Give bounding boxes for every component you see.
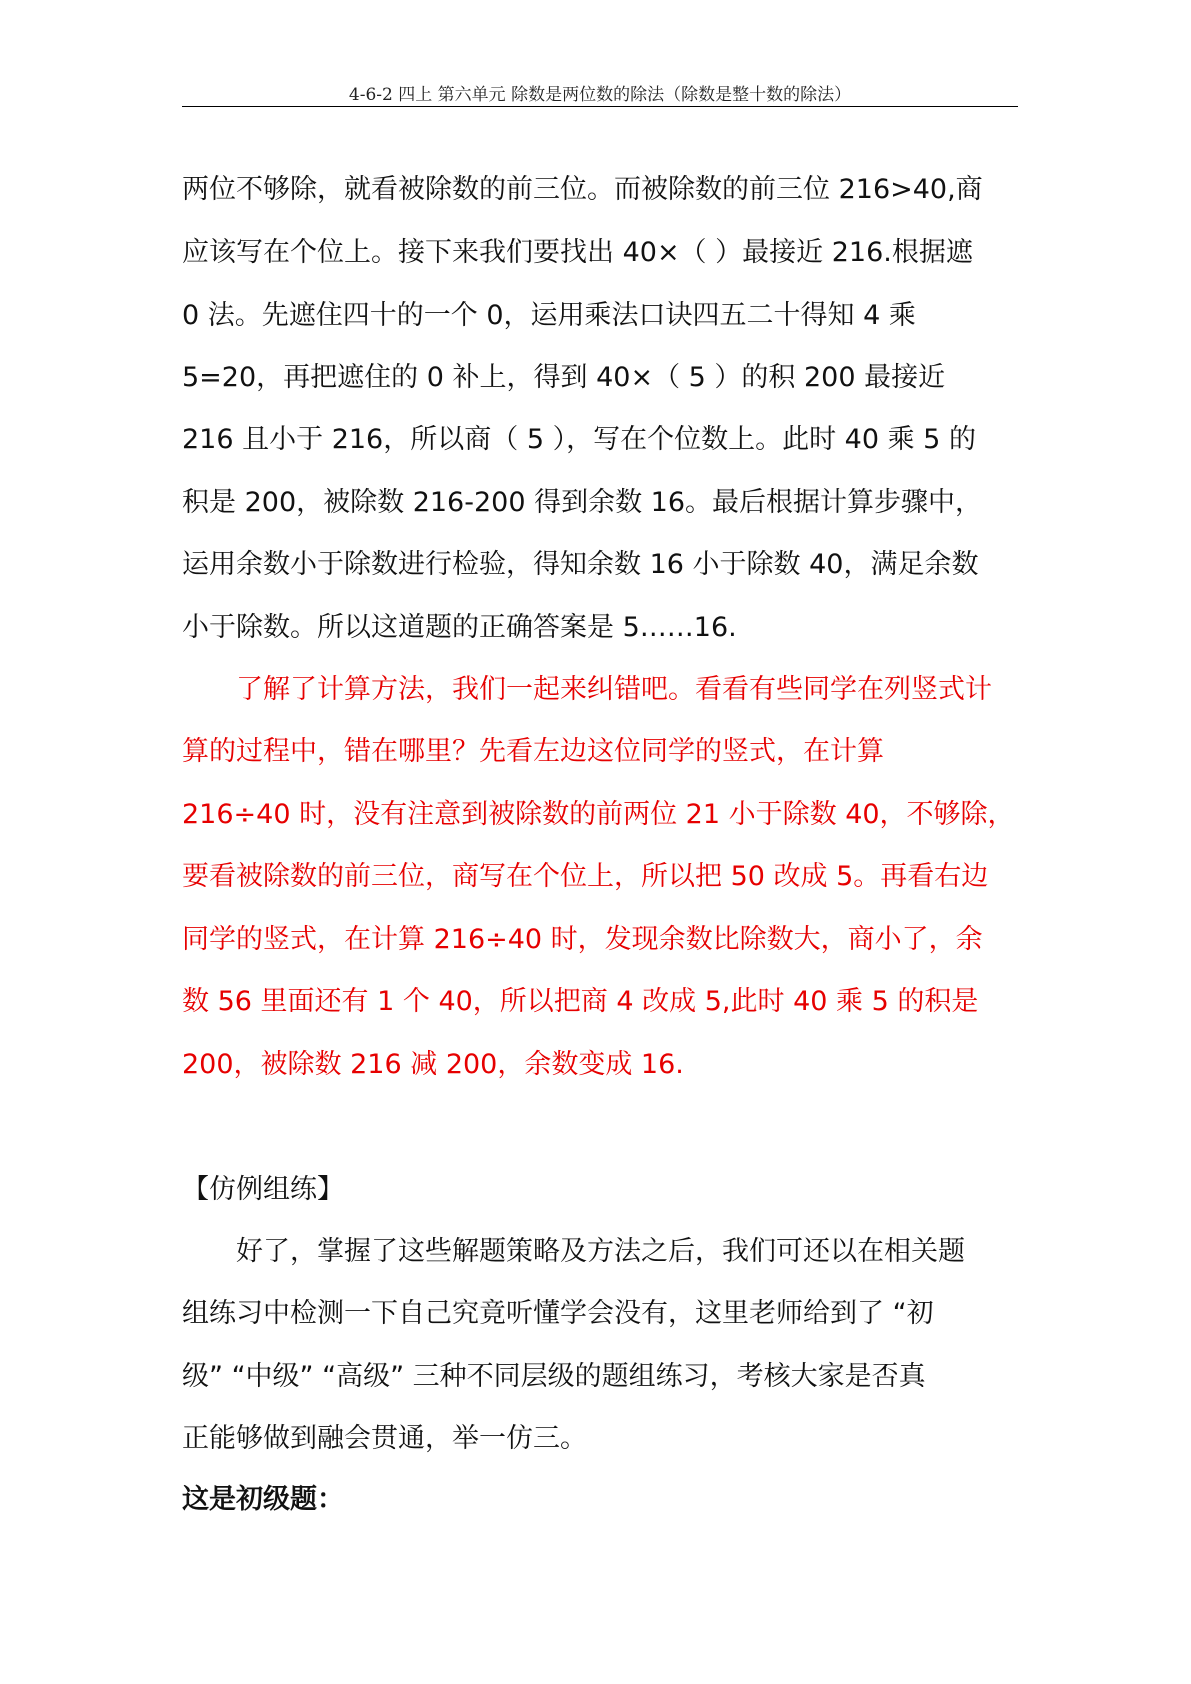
highlight-line: 216÷40 时，没有注意到被除数的前两位 21 小于除数 40，不够除，: [182, 799, 1015, 830]
highlight-line: 算的过程中，错在哪里？先看左边这位同学的竖式，在计算: [182, 736, 884, 767]
highlight-line: 同学的竖式，在计算 216÷40 时，发现余数比除数大，商小了，余: [182, 924, 983, 955]
section-line: 好了，掌握了这些解题策略及方法之后，我们可还以在相关题: [236, 1236, 965, 1267]
section-line: 级” “中级” “高级” 三种不同层级的题组练习，考核大家是否真: [182, 1361, 926, 1392]
highlight-line: 要看被除数的前三位，商写在个位上，所以把 50 改成 5。再看右边: [182, 861, 989, 892]
paragraph-line: 小于除数。所以这道题的正确答案是 5……16.: [182, 612, 737, 643]
paragraph-line: 216 且小于 216，所以商（ 5 ），写在个位数上。此时 40 乘 5 的: [182, 424, 976, 455]
section-line: 正能够做到融会贯通，举一仿三。: [182, 1423, 587, 1454]
paragraph-line: 0 法。先遮住四十的一个 0，运用乘法口诀四五二十得知 4 乘: [182, 300, 916, 331]
paragraph-line: 应该写在个位上。接下来我们要找出 40×（ ）最接近 216.根据遮: [182, 237, 973, 268]
highlight-line: 了解了计算方法，我们一起来纠错吧。看看有些同学在列竖式计: [236, 674, 992, 705]
subheading: 这是初级题：: [182, 1484, 344, 1515]
paragraph-line: 运用余数小于除数进行检验，得知余数 16 小于除数 40，满足余数: [182, 549, 979, 580]
section-line: 组练习中检测一下自己究竟听懂学会没有，这里老师给到了 “初: [182, 1298, 934, 1329]
highlight-line: 数 56 里面还有 1 个 40，所以把商 4 改成 5,此时 40 乘 5 的积是: [182, 986, 979, 1017]
paragraph-line: 两位不够除，就看被除数的前三位。而被除数的前三位 216>40,商: [182, 174, 983, 205]
paragraph-line: 积是 200，被除数 216-200 得到余数 16。最后根据计算步骤中，: [182, 487, 983, 518]
section-heading: 【仿例组练】: [182, 1174, 344, 1205]
paragraph-line: 5=20，再把遮住的 0 补上，得到 40×（ 5 ）的积 200 最接近: [182, 362, 946, 393]
highlight-line: 200，被除数 216 减 200，余数变成 16.: [182, 1049, 684, 1080]
page-header: 4-6-2 四上 第六单元 除数是两位数的除法（除数是整十数的除法）: [348, 85, 852, 105]
header-rule: [182, 106, 1018, 107]
